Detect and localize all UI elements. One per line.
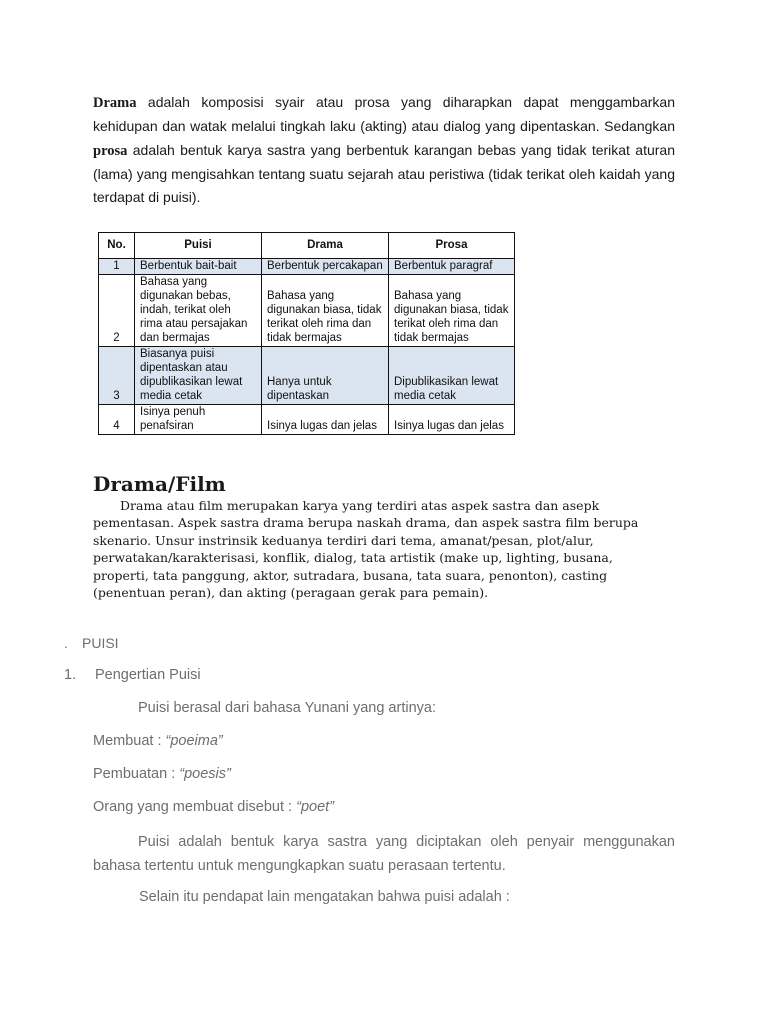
cell-drama: Bahasa yang digunakan biasa, tidak terikat oleh rima dan tidak bermajas <box>262 275 389 347</box>
term-drama: Drama <box>93 95 137 111</box>
subheading-number: 1. <box>64 667 77 683</box>
header-no: No. <box>99 233 135 259</box>
cell-no: 3 <box>99 347 135 405</box>
cell-drama: Isinya lugas dan jelas <box>262 405 389 435</box>
cell-prosa: Isinya lugas dan jelas <box>389 405 515 435</box>
table-row <box>99 405 515 435</box>
heading-bullet: . <box>64 635 68 651</box>
table-row <box>99 259 515 275</box>
cell-no: 4 <box>99 405 135 435</box>
other-opinion-line: Selain itu pendapat lain mengatakan bahwa puisi adalah : <box>139 889 510 905</box>
header-drama: Drama <box>262 233 389 259</box>
membuat-value: “poeima” <box>165 733 223 749</box>
intro-text-2: adalah bentuk karya sastra yang berbentuk karangan bebas yang tidak terikat aturan (lama) yang mengisahkan tentang suatu sejarah atau peristiwa (tidak terikat oleh kaidah yang terdapat di puisi). <box>93 141 675 206</box>
section-heading-puisi <box>64 635 119 651</box>
cell-puisi: Biasanya puisi dipentaskan atau dipublikasikan lewat media cetak <box>135 347 262 405</box>
heading-text: PUISI <box>82 635 119 651</box>
cell-puisi: Bahasa yang digunakan bebas, indah, terikat oleh rima atau persajakan dan bermajas <box>135 275 262 347</box>
cell-no: 2 <box>99 275 135 347</box>
intro-paragraph <box>93 91 675 209</box>
pembuatan-value: “poesis” <box>179 766 231 782</box>
orang-value: “poet” <box>296 799 335 815</box>
definition-paragraph: Puisi adalah bentuk karya sastra yang diciptakan oleh penyair menggunakan bahasa tertentu untuk mengungkapkan suatu perasaan tertentu. <box>93 834 675 874</box>
pembuatan-label: Pembuatan : <box>93 766 180 782</box>
table-header-row <box>99 233 515 259</box>
membuat-line <box>93 733 223 749</box>
term-prosa: prosa <box>93 142 128 159</box>
comparison-table <box>98 232 515 435</box>
subheading-pengertian-puisi <box>64 667 201 683</box>
table-row <box>99 347 515 405</box>
membuat-label: Membuat : <box>93 733 166 749</box>
cell-drama: Berbentuk percakapan <box>262 259 389 275</box>
cell-drama: Hanya untuk dipentaskan <box>262 347 389 405</box>
header-puisi: Puisi <box>135 233 262 259</box>
cell-no: 1 <box>99 259 135 275</box>
table-row <box>99 275 515 347</box>
intro-text-1: adalah komposisi syair atau prosa yang diharapkan dapat menggambarkan kehidupan dan watak melalui tingkah laku (akting) atau dialog yang dipentaskan. Sedangkan <box>93 94 675 135</box>
cell-prosa: Dipublikasikan lewat media cetak <box>389 347 515 405</box>
orang-line <box>93 799 334 815</box>
header-prosa: Prosa <box>389 233 515 259</box>
cell-puisi: Berbentuk bait-bait <box>135 259 262 275</box>
pembuatan-line <box>93 766 231 782</box>
subheading-text: Pengertian Puisi <box>95 667 201 683</box>
cell-prosa: Berbentuk paragraf <box>389 259 515 275</box>
drama-film-paragraph: Drama atau film merupakan karya yang terdiri atas aspek sastra dan asepk pementasan. Aspek sastra drama berupa naskah drama, dan aspek sastra film berupa skenario. Unsur instrinsik keduanya terdiri dari tema, amanat/pesan, plot/alur, perwatakan/karakterisasi, konflik, dialog, tata artistik (make up, lighting, busana, properti, tata panggung, aktor, sutradara, busana, tata suara, penonton), casting (penentuan peran), dan akting (peragaan gerak para pemain). <box>93 498 639 601</box>
origin-line: Puisi berasal dari bahasa Yunani yang artinya: <box>138 700 436 716</box>
orang-label: Orang yang membuat disebut : <box>93 799 297 815</box>
section-title-drama-film: Drama/Film <box>93 472 226 496</box>
cell-puisi: Isinya penuh penafsiran <box>135 405 262 435</box>
cell-prosa: Bahasa yang digunakan biasa, tidak terikat oleh rima dan tidak bermajas <box>389 275 515 347</box>
